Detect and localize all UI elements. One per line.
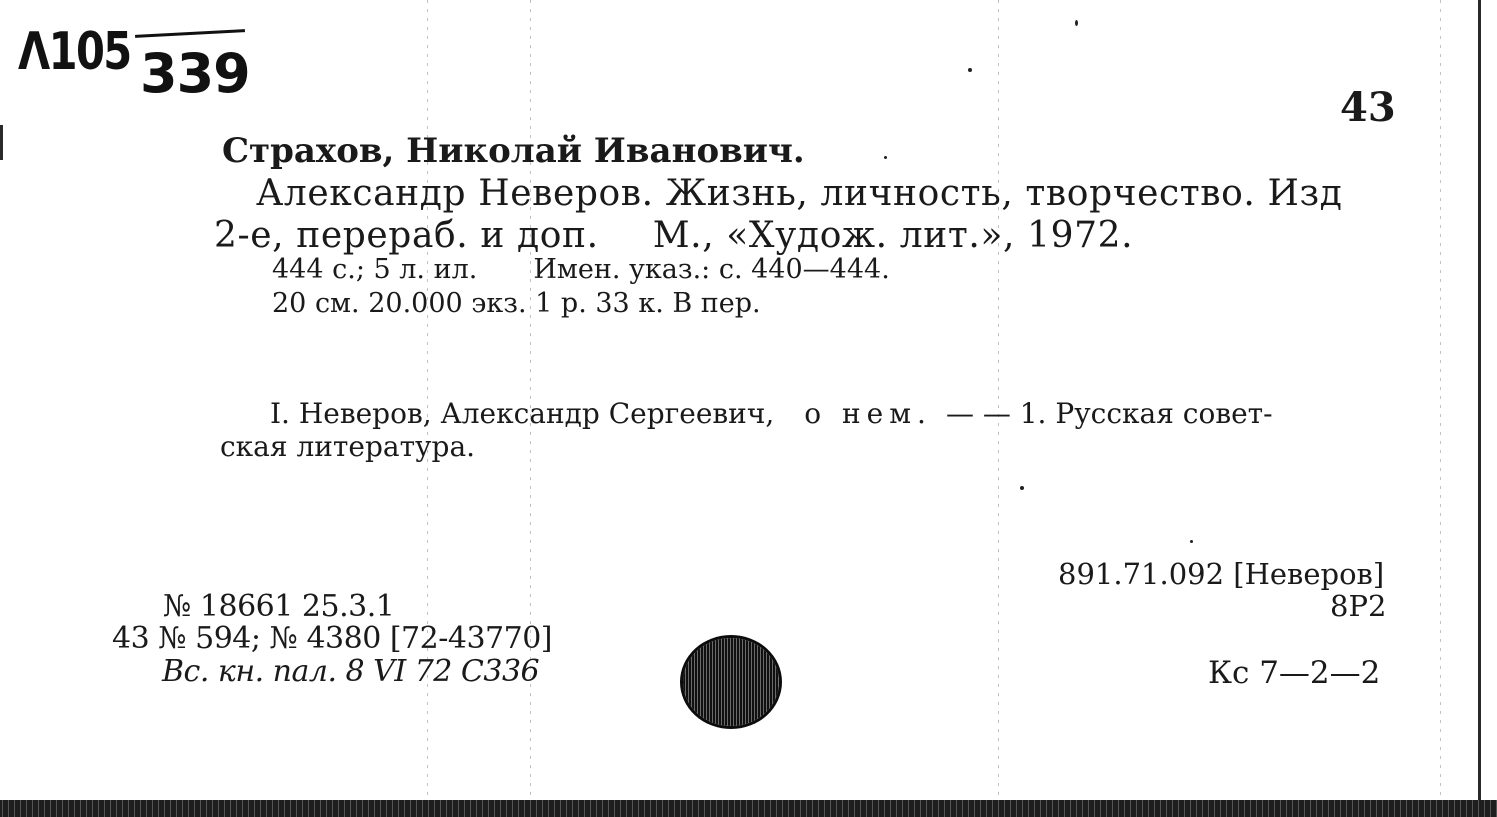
scan-speck	[1075, 20, 1078, 26]
imprint: М., «Худож. лит.», 1972.	[652, 215, 1134, 256]
pagination: 444 с.; 5 л. ил.	[272, 254, 478, 285]
subject-literature: — — 1. Русская совет-	[945, 397, 1273, 430]
subject-tracing-line-2: ская литература.	[220, 430, 476, 463]
scan-speck	[1020, 486, 1024, 490]
author-heading: Страхов, Николай Иванович.	[222, 131, 805, 171]
scan-guide-line	[1440, 0, 1441, 800]
edition-statement: 2-е, перераб. и доп.	[214, 215, 599, 256]
registration-line-2: 43 № 594; № 4380 [72-43770]	[112, 621, 553, 656]
registration-line-1: № 18661 25.3.1	[163, 589, 395, 624]
index-note: Имен. указ.: с. 440—444.	[533, 254, 890, 285]
card-edge-bottom	[0, 800, 1497, 817]
handwritten-number: 339	[140, 42, 250, 105]
card-set-code: Кс 7—2—2	[1208, 655, 1381, 691]
scan-speck	[1190, 540, 1193, 543]
subject-person: I. Неверов, Александр Сергеевич,	[270, 397, 775, 430]
title-line-1: Александр Неверов. Жизнь, личность, творчество. Изд	[256, 173, 1343, 214]
scan-speck	[884, 156, 887, 159]
subject-tracing-line-1	[270, 397, 1273, 430]
physical-description-line-1	[272, 256, 890, 283]
subject-about: о нем.	[804, 397, 932, 430]
scan-speck	[968, 68, 972, 72]
bbk-classification: 8Р2	[1330, 589, 1387, 623]
punch-hole	[683, 638, 779, 726]
registration-line-3: Вс. кн. пал. 8 VI 72 С336	[162, 654, 540, 689]
card-edge-left	[0, 125, 3, 160]
card-edge-right	[1478, 0, 1481, 817]
handwritten-code: Λ105	[18, 22, 131, 82]
title-line-2	[214, 215, 1134, 256]
physical-description-line-2: 20 см. 20.000 экз. 1 р. 33 к. В пер.	[272, 288, 761, 319]
handwritten-overline	[135, 29, 245, 38]
card-number: 43	[1340, 84, 1396, 131]
udc-classification: 891.71.092 [Неверов]	[1058, 557, 1385, 591]
